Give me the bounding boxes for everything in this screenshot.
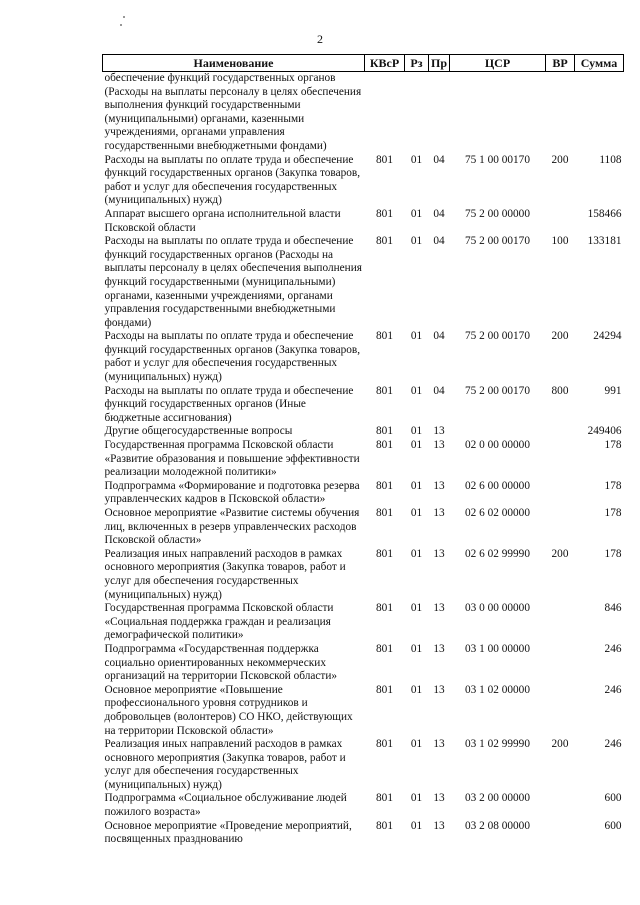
cell-kvsr: 801: [376, 479, 393, 492]
header-sum: Сумма: [575, 55, 624, 72]
cell-sum: 246: [604, 642, 622, 655]
cell-sum: 178: [604, 507, 622, 519]
cell-sum: 600: [604, 792, 622, 805]
cell-kvsr: 801: [376, 547, 393, 560]
cell-sum: 1108: [599, 153, 622, 166]
cell-rz: 01: [410, 330, 423, 343]
cell-kvsr: 801: [376, 425, 393, 438]
table-row: [103, 684, 624, 738]
cell-rz: 01: [410, 207, 423, 220]
cell-name: Государственная программа Псковской области «Развитие образования и повышение эффективности реализации молодежной политики»: [104, 439, 360, 479]
cell-vr: 200: [551, 738, 569, 751]
cell-vr: [546, 72, 575, 154]
cell-pr: 13: [433, 819, 445, 832]
cell-pr: 13: [433, 479, 445, 492]
cell-vr: [546, 792, 575, 819]
table-row: [103, 792, 624, 819]
cell-kvsr: 801: [376, 507, 393, 519]
cell-rz: 01: [410, 642, 423, 655]
cell-pr: 13: [433, 439, 445, 452]
cell-vr: [546, 439, 575, 480]
cell-name: Аппарат высшего органа исполнительной власти Псковской области: [104, 207, 341, 234]
table-header-row: [103, 55, 624, 72]
cell-pr: 13: [433, 642, 445, 655]
cell-vr: [546, 643, 575, 684]
cell-sum: 991: [604, 384, 622, 397]
cell-pr: 13: [433, 507, 445, 519]
cell-vr: [546, 602, 575, 643]
cell-rz: 01: [410, 384, 423, 397]
cell-sum: 249406: [587, 425, 622, 438]
table-row: [103, 439, 624, 480]
scan-speck: [123, 16, 125, 18]
table-row: [103, 385, 624, 426]
cell-csr: 02 6 00 00000: [465, 479, 530, 492]
table-row: [103, 235, 624, 330]
cell-rz: 01: [410, 507, 423, 519]
cell-vr: [546, 208, 575, 235]
cell-pr: 13: [433, 683, 445, 696]
cell-pr: 13: [433, 738, 445, 751]
cell-sum: 246: [604, 683, 622, 696]
cell-pr: 04: [433, 235, 445, 248]
cell-name: Реализация иных направлений расходов в рамках основного мероприятия (Закупка товаров, работ и услуг для обеспечения государственных (муниципальных) нужд): [104, 547, 346, 601]
cell-pr: 13: [433, 792, 445, 805]
table-row: [103, 548, 624, 602]
cell-sum: 158466: [587, 207, 622, 220]
header-pr: Пр: [429, 55, 450, 72]
cell-rz: 01: [410, 153, 423, 166]
cell-csr: 03 2 00 00000: [465, 792, 530, 805]
header-rz: Рз: [405, 55, 429, 72]
budget-table: [102, 54, 624, 847]
cell-rz: 01: [410, 683, 423, 696]
cell-rz: 01: [410, 819, 423, 832]
cell-pr: 13: [433, 602, 445, 615]
cell-kvsr: 801: [376, 384, 393, 397]
cell-sum: 24294: [593, 330, 622, 343]
cell-kvsr: 801: [376, 738, 393, 751]
header-name: Наименование: [103, 55, 365, 72]
header-vr: ВР: [546, 55, 575, 72]
table-row: [103, 602, 624, 643]
cell-csr: 75 1 00 00170: [465, 153, 530, 166]
table-row: [103, 643, 624, 684]
cell-pr: 13: [433, 425, 445, 438]
cell-sum: 178: [604, 479, 622, 492]
cell-vr: 200: [551, 330, 569, 343]
cell-csr: 02 6 02 99990: [465, 547, 530, 560]
cell-sum: [575, 72, 624, 154]
cell-vr: 100: [551, 235, 569, 248]
cell-rz: [405, 72, 429, 154]
table-row: [103, 154, 624, 208]
cell-sum: 600: [604, 819, 622, 832]
header-kvsr: КВсР: [365, 55, 405, 72]
scan-speck: [120, 24, 122, 26]
cell-kvsr: 801: [376, 153, 393, 166]
cell-kvsr: 801: [376, 642, 393, 655]
cell-sum: 178: [604, 547, 622, 560]
cell-kvsr: 801: [376, 207, 393, 220]
cell-name: Подпрограмма «Социальное обслуживание людей пожилого возраста»: [104, 792, 347, 819]
cell-csr: 02 6 02 00000: [465, 507, 530, 519]
cell-name: Расходы на выплаты по оплате труда и обеспечение функций государственных органов (Иные бюджетные ассигнования): [104, 384, 354, 424]
cell-vr: 200: [551, 547, 569, 560]
header-csr: ЦСР: [450, 55, 546, 72]
cell-kvsr: 801: [376, 683, 393, 696]
cell-csr: 03 1 00 00000: [465, 642, 530, 655]
cell-name: Подпрограмма «Формирование и подготовка резерва управленческих кадров в Псковской области»: [104, 479, 360, 506]
cell-name: Реализация иных направлений расходов в рамках основного мероприятия (Закупка товаров, работ и услуг для обеспечения государственных (муниципальных) нужд): [104, 738, 346, 791]
cell-kvsr: 801: [376, 439, 393, 452]
cell-rz: 01: [410, 738, 423, 751]
cell-sum: 133181: [587, 235, 622, 248]
cell-rz: 01: [410, 479, 423, 492]
cell-sum: 846: [604, 602, 622, 615]
table-row: [103, 330, 624, 384]
table-row: [103, 820, 624, 847]
cell-rz: 01: [410, 792, 423, 805]
cell-csr: [450, 425, 546, 439]
table-body: [103, 72, 624, 847]
cell-pr: 04: [433, 330, 445, 343]
cell-rz: 01: [410, 547, 423, 560]
cell-kvsr: 801: [376, 602, 393, 615]
cell-name: Другие общегосударственные вопросы: [104, 425, 293, 438]
cell-csr: 03 2 08 00000: [465, 819, 530, 832]
cell-csr: 75 2 00 00000: [465, 207, 530, 220]
table-row: [103, 425, 624, 439]
cell-name: Расходы на выплаты по оплате труда и обеспечение функций государственных органов (Расходы на выплаты персоналу в целях обеспечения выполнения функций государственными (муниципальными) органами, казенными учреждениями, органами управления государственными внебюджетными фондами): [104, 235, 362, 329]
cell-name: Основное мероприятие «Развитие системы обучения лиц, включенных в резерв управленческих расходов Псковской области»: [104, 507, 360, 547]
cell-vr: 800: [551, 384, 569, 397]
cell-pr: [429, 72, 450, 154]
cell-kvsr: 801: [376, 330, 393, 343]
cell-kvsr: [365, 72, 405, 154]
cell-csr: 75 2 00 00170: [465, 235, 530, 248]
cell-rz: 01: [410, 235, 423, 248]
cell-vr: [546, 480, 575, 507]
cell-vr: [546, 507, 575, 548]
table-row: [103, 72, 624, 154]
cell-kvsr: 801: [376, 819, 393, 832]
cell-kvsr: 801: [376, 792, 393, 805]
cell-sum: 178: [604, 439, 622, 452]
cell-name: обеспечение функций государственных органов (Расходы на выплаты персоналу в целях обеспечения выполнения функций государственными (муниципальными) органами, казенными учреждениями, органами управления государственными внебюджетными фондами): [104, 72, 362, 152]
cell-csr: 03 1 02 99990: [465, 738, 530, 751]
cell-csr: 03 0 00 00000: [465, 602, 530, 615]
cell-pr: 04: [433, 207, 445, 220]
cell-vr: 200: [551, 153, 569, 166]
cell-name: Основное мероприятие «Повышение профессионального уровня сотрудников и добровольцев (волонтеров) СО НКО, действующих на территории Псковской области»: [104, 683, 353, 737]
cell-vr: [546, 425, 575, 439]
cell-name: Расходы на выплаты по оплате труда и обеспечение функций государственных органов (Закупка товаров, работ и услуг для обеспечения государственных (муниципальных) нужд): [104, 330, 361, 384]
cell-pr: 04: [433, 153, 445, 166]
cell-csr: 02 0 00 00000: [465, 439, 530, 452]
cell-rz: 01: [410, 425, 423, 438]
cell-rz: 01: [410, 439, 423, 452]
cell-name: Государственная программа Псковской области «Социальная поддержка граждан и реализация демографической политики»: [104, 602, 334, 642]
table-row: [103, 208, 624, 235]
cell-csr: 75 2 00 00170: [465, 384, 530, 397]
cell-csr: 75 2 00 00170: [465, 330, 530, 343]
cell-csr: 03 1 02 00000: [465, 683, 530, 696]
cell-vr: [546, 684, 575, 738]
cell-name: Расходы на выплаты по оплате труда и обеспечение функций государственных органов (Закупка товаров, работ и услуг для обеспечения государственных (муниципальных) нужд): [104, 153, 361, 207]
table-row: [103, 480, 624, 507]
cell-pr: 04: [433, 384, 445, 397]
table-row: [103, 507, 624, 548]
cell-name: Подпрограмма «Государственная поддержка социально ориентированных некоммерческих организаций на территории Псковской области»: [104, 642, 338, 683]
cell-sum: 246: [604, 738, 622, 751]
table-row: [103, 738, 624, 792]
cell-pr: 13: [433, 547, 445, 560]
cell-rz: 01: [410, 602, 423, 615]
page-number: 2: [317, 32, 323, 46]
cell-kvsr: 801: [376, 235, 393, 248]
cell-vr: [546, 820, 575, 847]
cell-name: Основное мероприятие «Проведение мероприятий, посвященных празднованию: [104, 819, 352, 846]
cell-csr: [450, 72, 546, 154]
